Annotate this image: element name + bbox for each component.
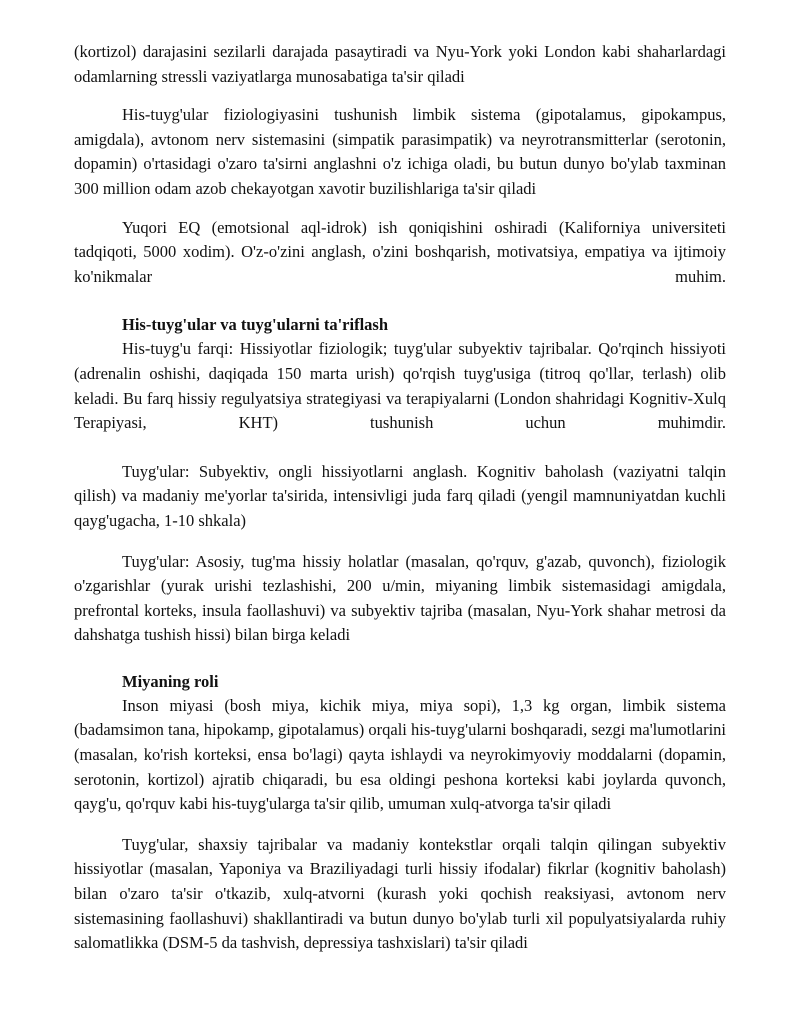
paragraph-difference: His-tuyg'u farqi: Hissiyotlar fiziologik; tuyg'ular subyektiv tajribalar. Qo'rqinch hissiyoti (adrenalin oshishi, daqiqada 150 marta urish) qo'rqish tuyg'usiga (titroq qo'llar, terlash) olib keladi. Bu farq hissiy regulyatsiya strategiyasi va terapiyalarni (London shahridagi Kognitiv-Xulq Terapiyasi, KHT) tushunish uchun muhimdir. (74, 339, 726, 433)
paragraph-feelings-basic: Tuyg'ular: Asosiy, tug'ma hissiy holatlar (masalan, qo'rquv, g'azab, quvonch), fiziologik o'zgarishlar (yurak urishi tezlashishi, 200 u/min, miyaning limbik sistemasidagi amigdala, prefrontal korteks, insula faollashuvi) va subyektiv tajriba (masalan, Nyu-York shahar metrosi da dahshatga tushish hissi) bilan birga keladi (74, 551, 726, 645)
document-page (74, 40, 726, 956)
paragraph-kortizol: (kortizol) darajasini sezilarli darajada pasaytiradi va Nyu-York yoki London kabi shaharlardagi odamlarning stressli vaziyatlarga munosabatiga ta'sir qiladi (74, 42, 726, 86)
paragraph-feelings-subjective: Tuyg'ular: Subyektiv, ongli hissiyotlarni anglash. Kognitiv baholash (vaziyatni talqin qilish) va madaniy me'yorlar ta'sirida, intensivligi juda farq qiladi (yengil mamnuniyatdan kuchli qayg'ugacha, 1-10 shkala) (74, 461, 726, 530)
section-heading-brain-role: Miyaning roli (122, 671, 219, 691)
section-heading-emotions-definition: His-tuyg'ular va tuyg'ularni ta'riflash (122, 315, 389, 335)
paragraph-physiology: His-tuyg'ular fiziologiyasini tushunish limbik sistema (gipotalamus, gipokampus, amigdala), avtonom nerv sistemasini (simpatik parasimpatik) va neyrotransmitterlar (serotonin, dopamin) o'rtasidagi o'zaro ta'sirni anglashni o'z ichiga oladi, bu butun dunyo bo'ylab taxminan 300 million odam azob chekayotgan xavotir buzilishlariga ta'sir qiladi (74, 105, 726, 198)
paragraph-human-brain: Inson miyasi (bosh miya, kichik miya, miya sopi), 1,3 kg organ, limbik sistema (badamsimon tana, hipokamp, gipotalamus) orqali his-tuyg'ularni boshqaradi, sezgi ma'lumotlarini (masalan, ko'rish korteksi, ensa bo'lagi) qayta ishlaydi va neyrokimyoviy moddalarni (dopamin, serotonin, kortizol) ajratib chiqaradi, bu esa oldingi peshona korteksi kabi joylarda quvonch, qayg'u, qo'rquv kabi his-tuyg'ularga ta'sir qilib, umuman xulq-atvorga ta'sir qiladi (74, 695, 726, 814)
paragraph-eq: Yuqori EQ (emotsional aql-idrok) ish qoniqishini oshiradi (Kaliforniya universiteti tadqiqoti, 5000 xodim). O'z-o'zini anglash, o'zini boshqarish, motivatsiya, empatiya va ijtimoiy ko'nikmalar muhim. (74, 217, 726, 286)
paragraph-subjective-emotions: Tuyg'ular, shaxsiy tajribalar va madaniy kontekstlar orqali talqin qilingan subyektiv hissiyotlar (masalan, Yaponiya va Braziliyadagi turli hissiy ifodalar) fikrlar (kognitiv baholash) bilan o'zaro ta'sir o'tkazib, xulq-atvorni (kurash yoki qochish reaksiyasi, avtonom nerv sistemasining faollashuvi) shakllantiradi va butun dunyo bo'ylab turli xil populyatsiyalarda ruhiy salomatlikka (DSM-5 da tashvish, depressiya tashxislari) ta'sir qiladi (74, 834, 726, 953)
